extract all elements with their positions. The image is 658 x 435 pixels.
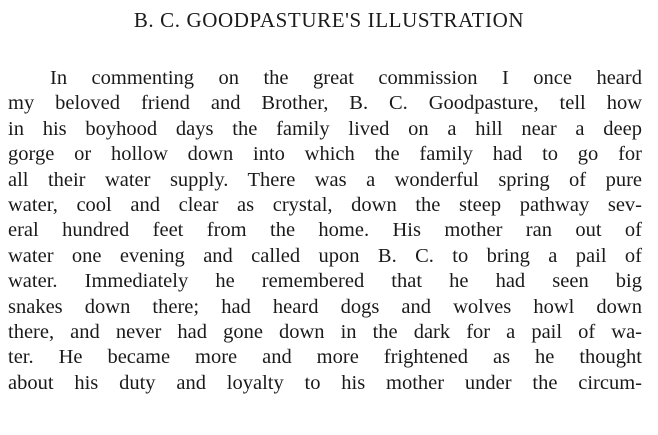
paragraph-line: water. Immediately he remembered that he had seen big: [8, 270, 642, 293]
paragraph-line: In commenting on the great commission I once heard: [50, 67, 642, 89]
paragraph-line: gorge or hollow down into which the family had to go for: [8, 143, 642, 166]
paragraph-line: all their water supply. There was a wonderful spring of pure: [8, 168, 642, 191]
paragraph-line: water one evening and called upon B. C. to bring a pail of: [8, 244, 642, 267]
paragraph-line: snakes down there; had heard dogs and wolves howl down: [8, 295, 642, 318]
paragraph-line: ter. He became more and more frightened as he thought: [8, 346, 642, 369]
paragraph-line: in his boyhood days the family lived on a hill near a deep: [8, 117, 642, 140]
paragraph-line: about his duty and loyalty to his mother under the circum-: [8, 371, 642, 394]
paragraph-line: there, and never had gone down in the dark for a pail of wa-: [8, 320, 642, 343]
section-heading: B. C. GOODPASTURE'S ILLUSTRATION: [133, 8, 525, 32]
paragraph-line: my beloved friend and Brother, B. C. Goodpasture, tell how: [8, 92, 642, 115]
paragraph-line: eral hundred feet from the home. His mother ran out of: [8, 219, 642, 242]
paragraph-line: water, cool and clear as crystal, down the steep pathway sev-: [8, 193, 642, 216]
body-paragraph: [8, 66, 642, 396]
